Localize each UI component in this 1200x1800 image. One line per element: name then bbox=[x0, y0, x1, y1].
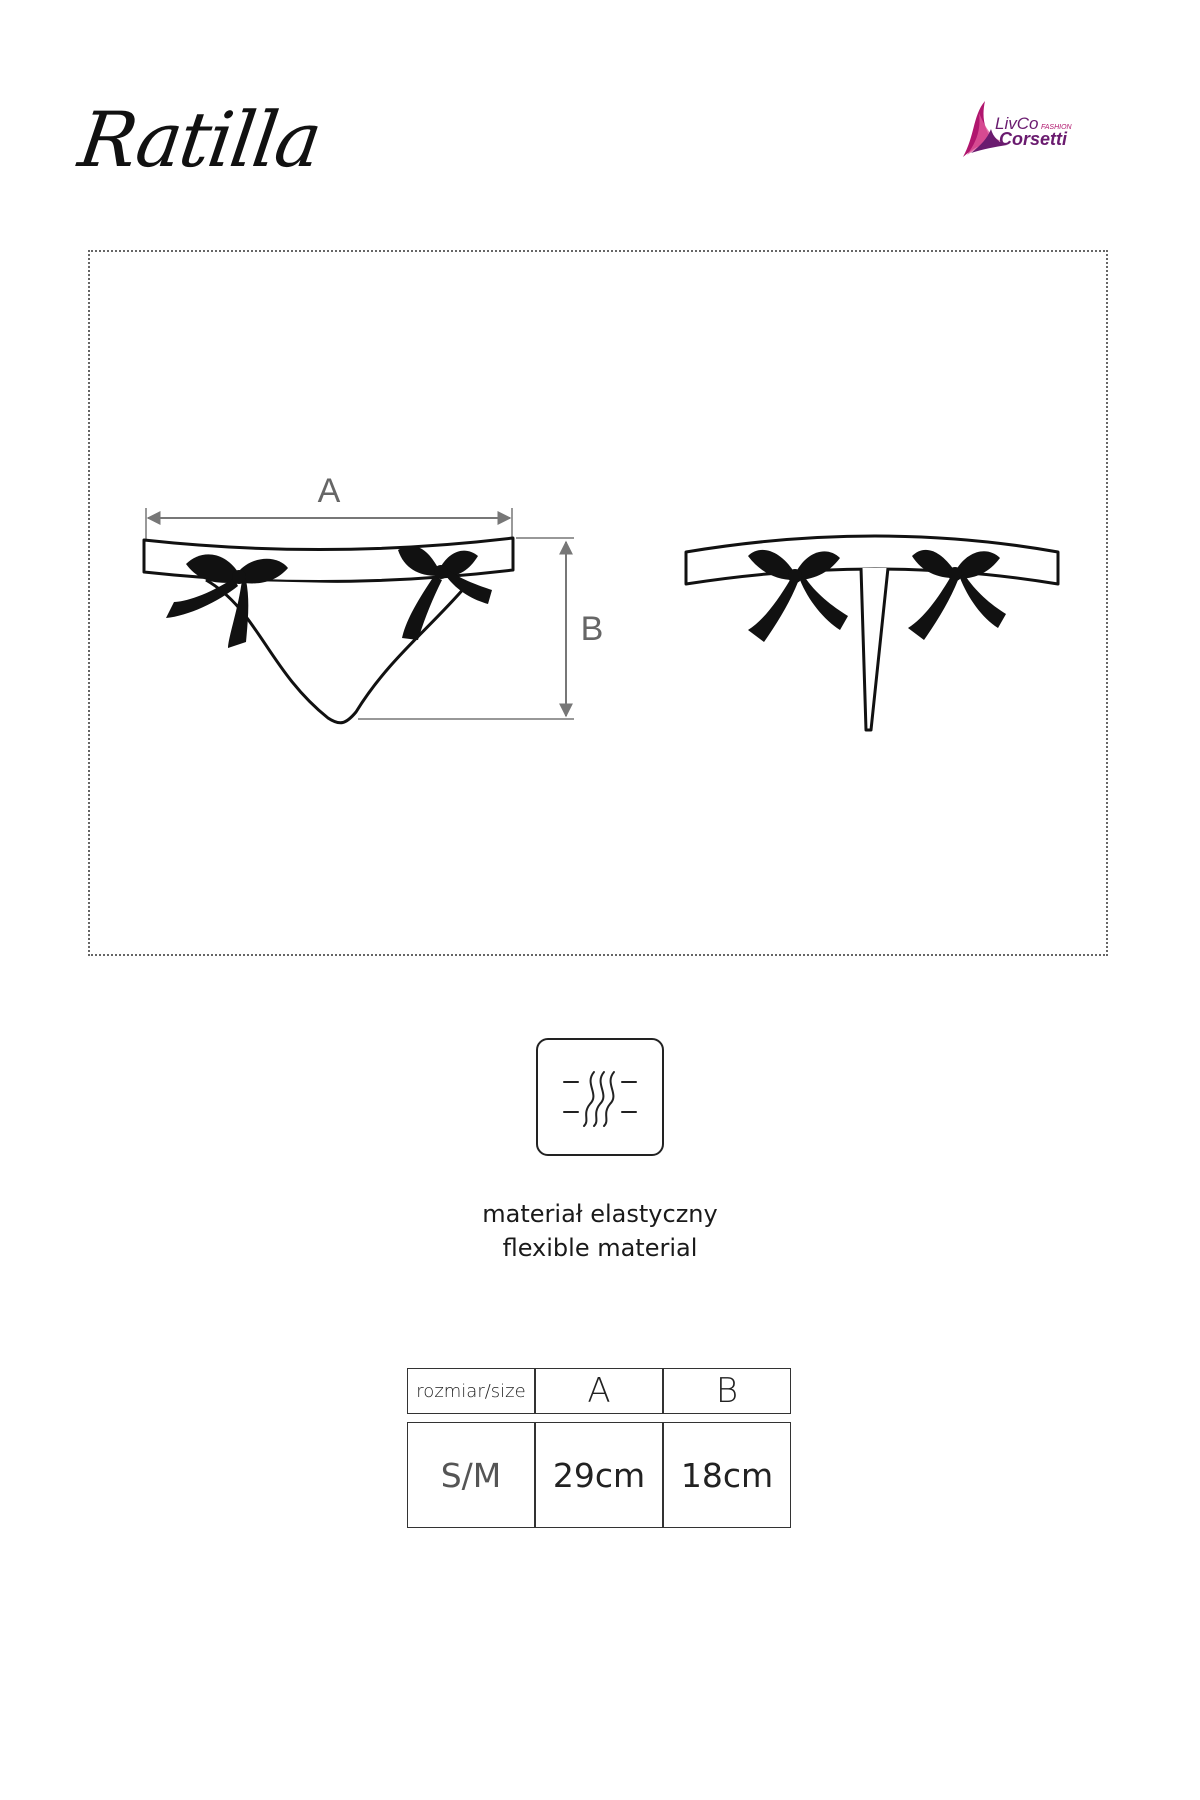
svg-text:FASHION: FASHION bbox=[1041, 124, 1072, 131]
header-size: rozmiar/size bbox=[407, 1368, 535, 1414]
measure-a-label: A bbox=[317, 472, 341, 510]
size-table bbox=[407, 1368, 791, 1528]
svg-text:Corsetti: Corsetti bbox=[999, 129, 1068, 149]
wave-lines-icon bbox=[538, 1040, 662, 1154]
garment-diagram bbox=[88, 250, 1108, 956]
measure-b-label: B bbox=[580, 610, 604, 648]
size-table-header-row bbox=[407, 1368, 791, 1414]
back-thong-strap bbox=[861, 568, 888, 730]
brand-logo bbox=[955, 95, 1085, 165]
front-view bbox=[144, 472, 603, 723]
header-a: A bbox=[535, 1368, 663, 1414]
flexible-material-icon bbox=[536, 1038, 664, 1156]
back-view bbox=[686, 536, 1058, 730]
care-label-pl: materiał elastyczny bbox=[482, 1200, 718, 1228]
cell-size: S/M bbox=[407, 1422, 535, 1528]
table-row bbox=[407, 1422, 791, 1528]
cell-b: 18cm bbox=[663, 1422, 791, 1528]
header-b: B bbox=[663, 1368, 791, 1414]
svg-text:LivCo: LivCo bbox=[995, 114, 1039, 133]
product-name-logo: Ratilla bbox=[73, 95, 326, 184]
cell-a: 29cm bbox=[535, 1422, 663, 1528]
care-label-en: flexible material bbox=[502, 1234, 698, 1262]
